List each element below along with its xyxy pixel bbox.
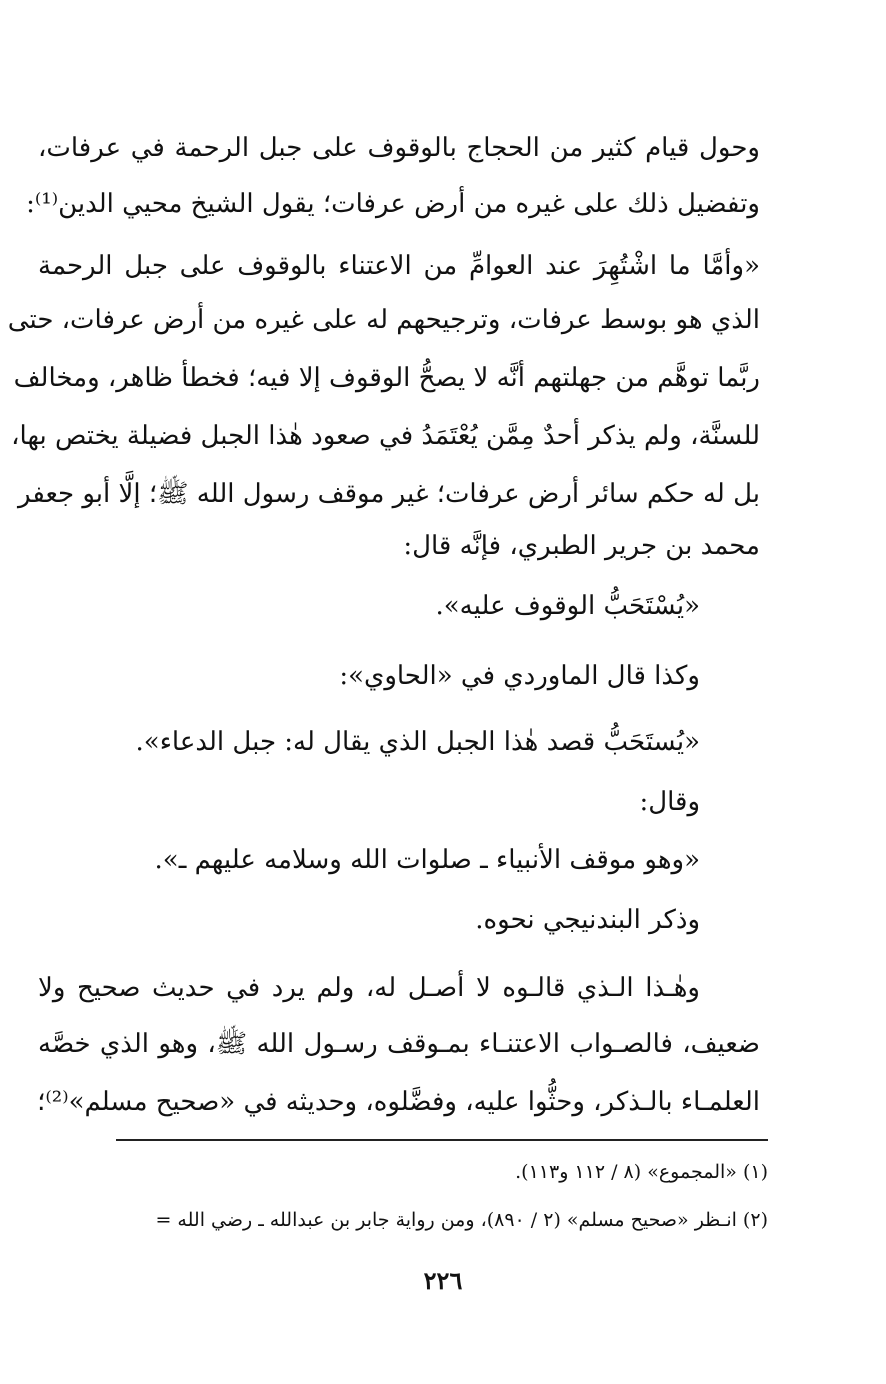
text-line: للسنَّة، ولم يذكر أحدٌ مِمَّن يُعْتَمَدُ في صعود هٰذا الجبل فضيلة يختص بها،	[11, 421, 760, 451]
page-number: ٢٢٦	[423, 1266, 463, 1295]
text-line: ربَّما توهَّم من جهلتهم أنَّه لا يصحُّ الوقوف إلا فيه؛ فخطأ ظاهر، ومخالف	[13, 363, 760, 393]
text-line: محمد بن جرير الطبري، فإنَّه قال:	[403, 531, 760, 561]
text-line: «وهو موقف الأنبياء ـ صلوات الله وسلامه عليهم ـ».	[154, 845, 700, 875]
text-line: وكذا قال الماوردي في «الحاوي»:	[339, 661, 700, 691]
text-line: وحول قيام كثير من الحجاج بالوقوف على جبل الرحمة في عرفات،	[38, 133, 760, 163]
text-line: ضعيف، فالصـواب الاعتنـاء بمـوقف رسـول الله ﷺ، وهو الذي خصَّه	[38, 1029, 760, 1059]
text-line: وذكر البندنيجي نحوه.	[475, 905, 700, 935]
footnote: (١) «المجموع» (٨ / ١١٢ و١١٣).	[515, 1161, 768, 1183]
text-line: وتفضيل ذلك على غيره من أرض عرفات؛ يقول الشيخ محيي الدين⁽¹⁾:	[26, 189, 760, 219]
text-line: بل له حكم سائر أرض عرفات؛ غير موقف رسول الله ﷺ؛ إلَّا أبو جعفر	[18, 479, 760, 509]
footnote: (٢) انـظر «صحيح مسلم» (٢ / ٨٩٠)، ومن رواية جابر بن عبدالله ـ رضي الله =	[155, 1209, 768, 1231]
footnote-rule	[116, 1139, 768, 1141]
text-line: وقال:	[639, 787, 700, 817]
text-line: «يُستَحَبُّ قصد هٰذا الجبل الذي يقال له: جبل الدعاء».	[135, 727, 700, 757]
text-line: «وأمَّا ما اشْتُهِرَ عند العوامِّ من الاعتناء بالوقوف على جبل الرحمة	[38, 251, 760, 281]
text-line: الذي هو بوسط عرفات، وترجيحهم له على غيره من أرض عرفات، حتى	[7, 305, 760, 335]
text-line: وهٰـذا الـذي قالـوه لا أصـل له، ولم يرد في حديث صحيح ولا	[38, 973, 700, 1003]
text-line: العلمـاء بالـذكر، وحثُّوا عليه، وفضَّلوه، وحديثه في «صحيح مسلم»⁽²⁾؛	[37, 1087, 760, 1117]
text-line: «يُسْتَحَبُّ الوقوف عليه».	[435, 591, 700, 621]
